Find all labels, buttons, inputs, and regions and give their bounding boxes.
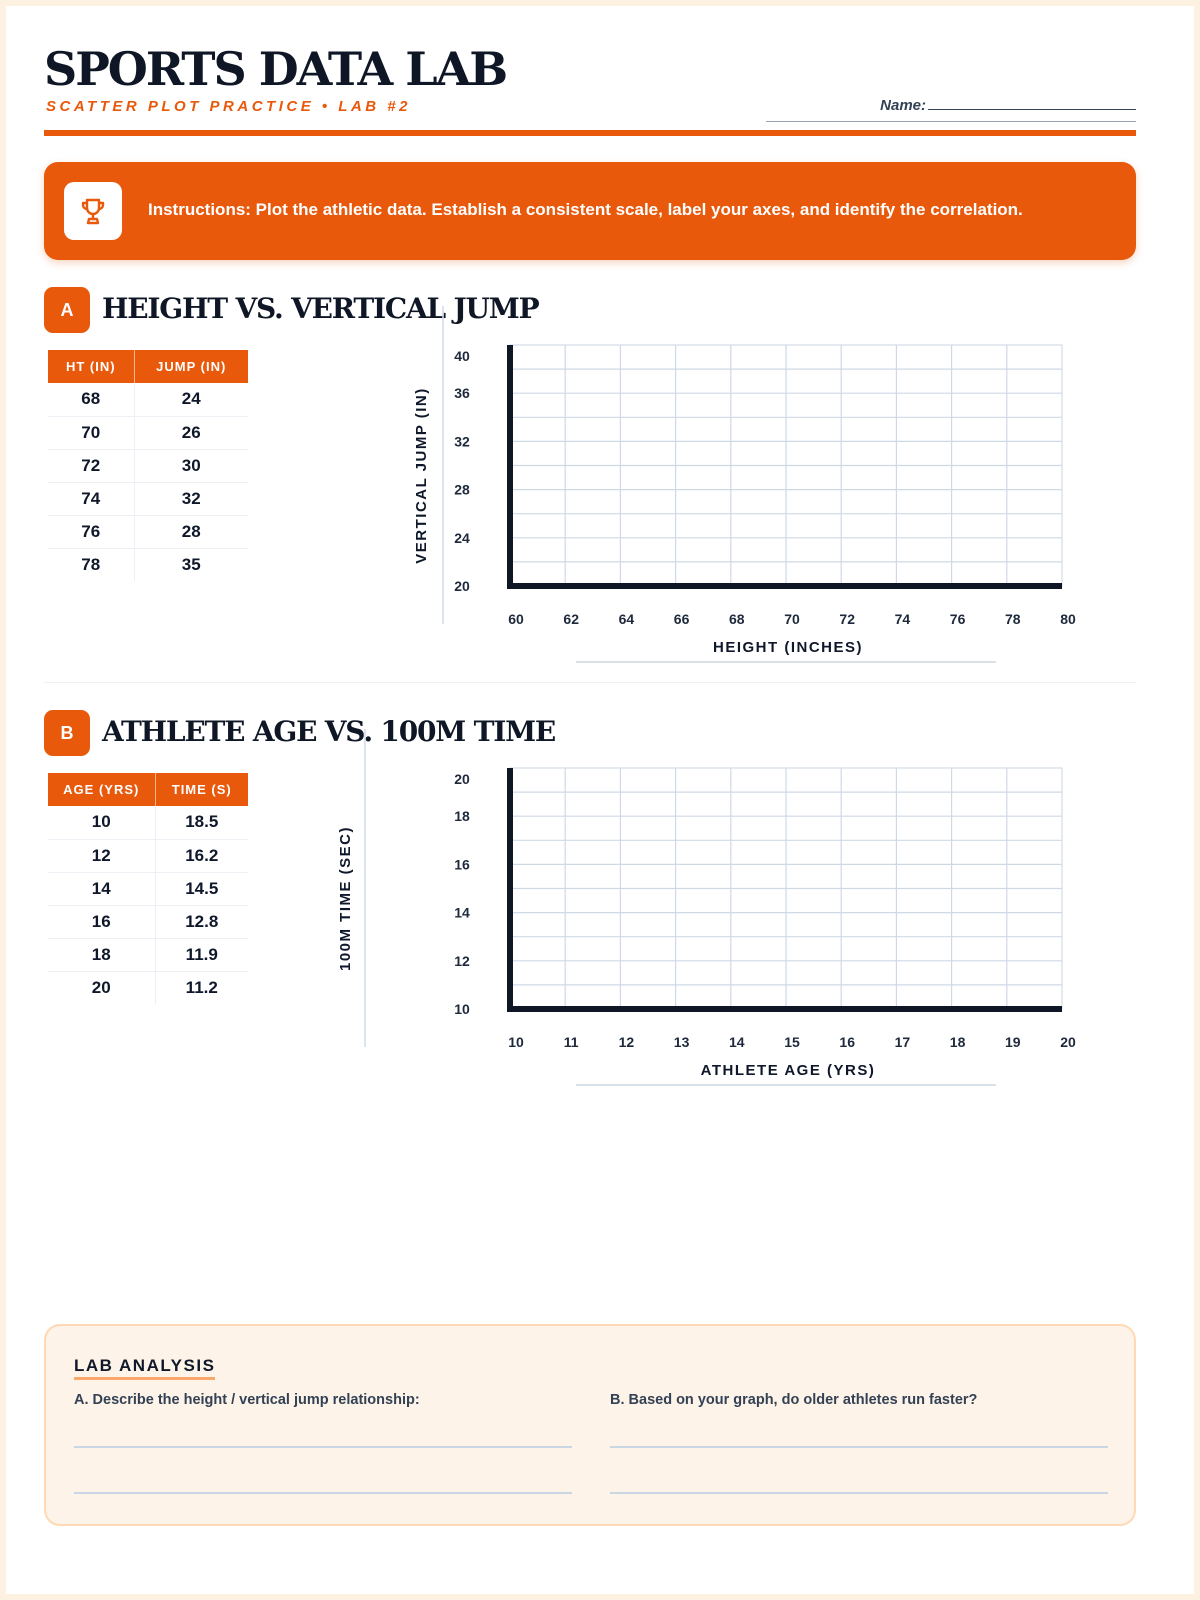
table-cell: 11.2 (185, 977, 218, 997)
x-tick-label: 66 (673, 611, 690, 627)
y-tick-label: 20 (454, 578, 470, 594)
x-tick-label: 72 (839, 611, 855, 627)
y-tick-label: 16 (454, 856, 470, 873)
answer-a-line-1[interactable] (74, 1446, 572, 1448)
table-cell: 30 (134, 449, 248, 482)
x-tick-label: 10 (508, 1034, 524, 1050)
x-tick-label: 16 (839, 1034, 855, 1050)
x-tick-label: 80 (1060, 611, 1076, 627)
x-tick-label: 12 (618, 1034, 635, 1050)
lab-analysis-panel (44, 1324, 1136, 1526)
table-header: TIME (S) (155, 773, 248, 806)
y-tick-label: 36 (454, 385, 470, 402)
table-header: AGE (YRS) (48, 773, 155, 806)
section-a-badge: A (44, 287, 90, 333)
x-axis-title: ATHLETE AGE (YRS) (700, 1062, 876, 1079)
worksheet-page (6, 6, 1194, 1594)
analysis-title: LAB ANALYSIS (74, 1356, 215, 1380)
y-tick-label: 40 (454, 348, 470, 364)
answer-b-line-1[interactable] (610, 1446, 1108, 1448)
table-cell: 24 (134, 383, 248, 416)
y-tick-label: 10 (454, 1001, 470, 1017)
table-cell: 74 (48, 482, 134, 515)
question-a: A. Describe the height / vertical jump relationship: (74, 1392, 420, 1408)
x-tick-label: 11 (563, 1034, 579, 1050)
page-title: SPORTS DATA LAB (44, 42, 507, 96)
y-tick-label: 28 (454, 481, 470, 498)
y-tick-label: 32 (454, 433, 470, 450)
x-tick-label: 19 (1005, 1034, 1021, 1050)
page-subtitle: SCATTER PLOT PRACTICE • LAB #2 (46, 98, 411, 115)
table-cell: 16.2 (155, 839, 248, 872)
section-a-title: HEIGHT VS. VERTICAL JUMP (102, 292, 539, 325)
table-cell: 26 (134, 416, 248, 449)
table-cell: 32 (134, 482, 248, 515)
y-tick-label: 20 (454, 771, 470, 787)
x-tick-label: 78 (1005, 611, 1021, 627)
table-cell: 35 (181, 554, 201, 574)
x-tick-label: 74 (894, 611, 911, 627)
table-cell: 70 (48, 416, 134, 449)
answer-b-line-2[interactable] (610, 1492, 1108, 1494)
x-tick-label: 64 (618, 611, 635, 627)
y-tick-label: 14 (454, 904, 470, 921)
x-tick-label: 70 (784, 611, 800, 627)
table-header: JUMP (IN) (134, 350, 248, 383)
y-axis-title: VERTICAL JUMP (IN) (413, 387, 430, 564)
table-cell: 14 (48, 872, 155, 905)
x-tick-label: 13 (673, 1034, 690, 1050)
section-b-badge: B (44, 710, 90, 756)
y-axis-title: 100M TIME (SEC) (337, 825, 354, 972)
table-cell: 28 (134, 515, 248, 548)
table-cell: 11.9 (155, 938, 248, 971)
question-b: B. Based on your graph, do older athletes run faster? (610, 1392, 978, 1408)
table-cell: 12 (48, 839, 155, 872)
x-tick-label: 60 (508, 611, 524, 627)
x-tick-label: 14 (729, 1034, 745, 1050)
table-cell: 78 (48, 548, 134, 581)
x-tick-label: 68 (729, 611, 745, 627)
table-cell: 72 (48, 449, 134, 482)
answer-a-line-2[interactable] (74, 1492, 572, 1494)
instructions-text: Instructions: Plot the athletic data. Establish a consistent scale, label your axes, and identify the correlation. (148, 200, 1023, 219)
table-cell: 76 (48, 515, 134, 548)
section-b-title: ATHLETE AGE VS. 100M TIME (102, 715, 556, 748)
table-header: HT (IN) (48, 350, 134, 383)
name-label: Name: (880, 97, 926, 114)
table-cell: 18 (48, 938, 155, 971)
table-cell: 14.5 (155, 872, 248, 905)
x-tick-label: 20 (1060, 1034, 1076, 1050)
y-tick-label: 24 (454, 529, 470, 546)
x-tick-label: 18 (949, 1034, 966, 1050)
table-cell: 16 (48, 905, 155, 938)
table-cell: 20 (48, 971, 155, 1004)
table-cell: 68 (48, 383, 134, 416)
x-tick-label: 15 (784, 1034, 800, 1050)
x-axis-title: HEIGHT (INCHES) (713, 639, 863, 656)
table-cell: 18.5 (155, 806, 248, 839)
y-tick-label: 18 (454, 808, 470, 825)
y-tick-label: 12 (454, 952, 470, 969)
x-tick-label: 62 (563, 611, 579, 627)
x-tick-label: 76 (949, 611, 966, 627)
x-tick-label: 17 (894, 1034, 911, 1050)
table-cell: 10 (48, 806, 155, 839)
table-cell: 12.8 (155, 905, 248, 938)
